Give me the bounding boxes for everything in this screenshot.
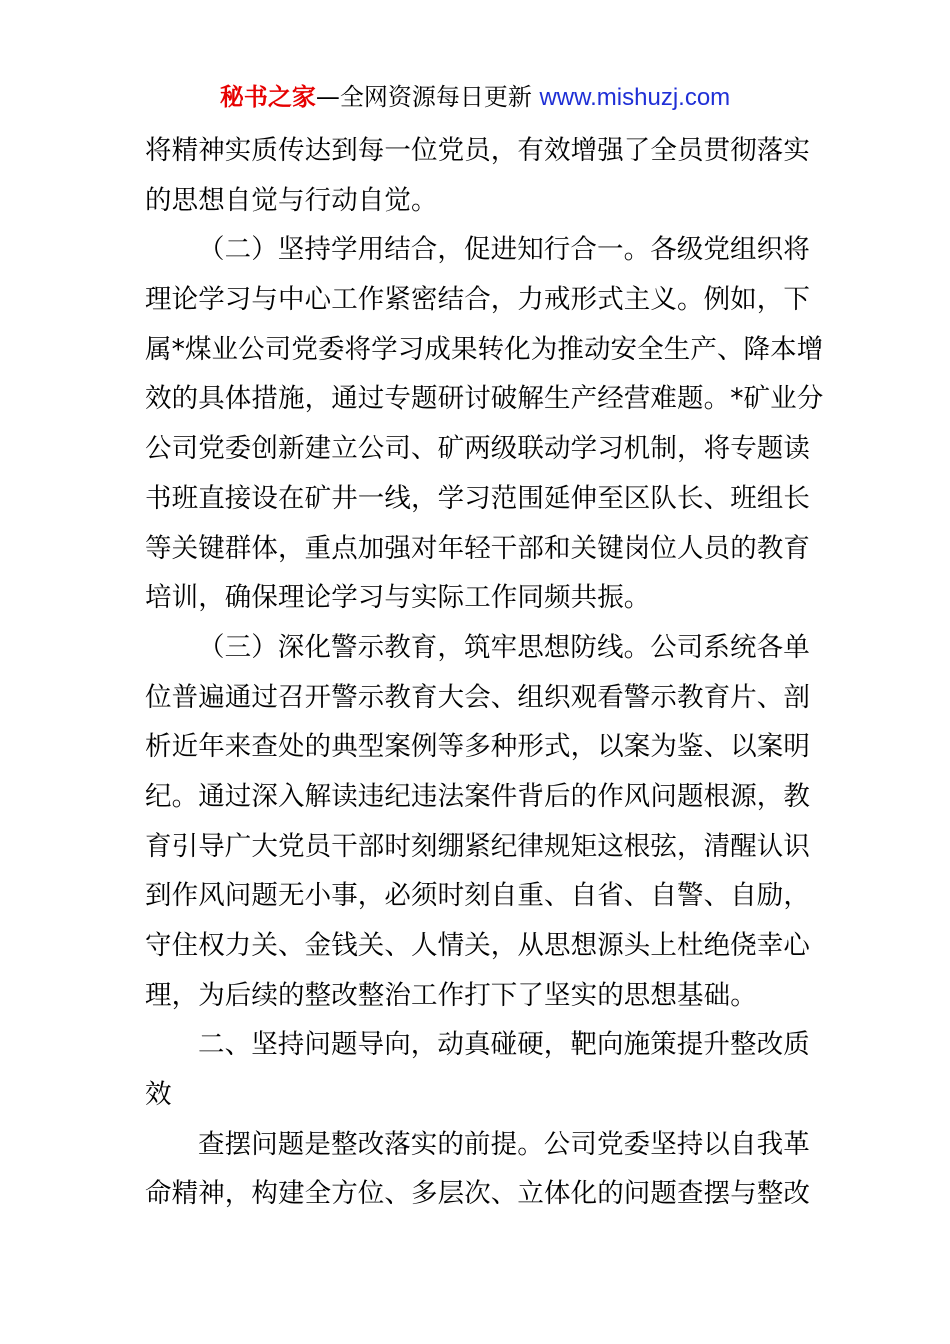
text-line: 纪。通过深入解读违纪违法案件背后的作风问题根源，教 (145, 780, 810, 812)
text-line: 理，为后续的整改整治工作打下了坚实的思想基础。 (145, 979, 757, 1011)
text-line: （二）坚持学用结合，促进知行合一。各级党组织将 (198, 234, 810, 266)
text-line: 育引导广大党员干部时刻绷紧纪律规矩这根弦，清醒认识 (145, 830, 810, 862)
text-line: 命精神，构建全方位、多层次、立体化的问题查摆与整改 (145, 1178, 810, 1210)
text-line: 效的具体措施，通过专题研讨破解生产经营难题。*矿业分 (145, 383, 824, 415)
section-heading: 二、坚持问题导向，动真碰硬，靶向施策提升整改质 (198, 1029, 810, 1061)
text-line: 公司党委创新建立公司、矿两级联动学习机制，将专题读 (145, 433, 810, 465)
text-line: 培训，确保理论学习与实际工作同频共振。 (145, 582, 651, 614)
text-line: 的思想自觉与行动自觉。 (145, 184, 438, 216)
header-tagline: —全网资源每日更新 (315, 83, 540, 111)
text-line: 守住权力关、金钱关、人情关，从思想源头上杜绝侥幸心 (145, 930, 810, 961)
text-line: 析近年来查处的典型案例等多种形式，以案为鉴、以案明 (145, 731, 810, 763)
section-heading-cont: 效 (145, 1079, 172, 1111)
site-url-link[interactable]: www.mishuzj.com (539, 84, 731, 111)
document-body (145, 126, 824, 1219)
brand-name: 秘书之家 (219, 83, 316, 111)
text-line: 属*煤业公司党委将学习成果转化为推动安全生产、降本增 (145, 333, 824, 365)
text-line: （三）深化警示教育，筑牢思想防线。公司系统各单 (198, 631, 810, 663)
text-line: 到作风问题无小事，必须时刻自重、自省、自警、自励， (145, 880, 810, 912)
site-header (0, 80, 950, 115)
text-line: 书班直接设在矿井一线，学习范围延伸至区队长、班组长 (145, 482, 810, 514)
text-line: 位普遍通过召开警示教育大会、组织观看警示教育片、剖 (145, 681, 810, 713)
text-line: 将精神实质传达到每一位党员，有效增强了全员贯彻落实 (145, 135, 810, 166)
text-line: 等关键群体，重点加强对年轻干部和关键岗位人员的教育 (145, 532, 810, 564)
text-line: 查摆问题是整改落实的前提。公司党委坚持以自我革 (198, 1128, 810, 1160)
text-line: 理论学习与中心工作紧密结合，力戒形式主义。例如，下 (145, 284, 810, 316)
